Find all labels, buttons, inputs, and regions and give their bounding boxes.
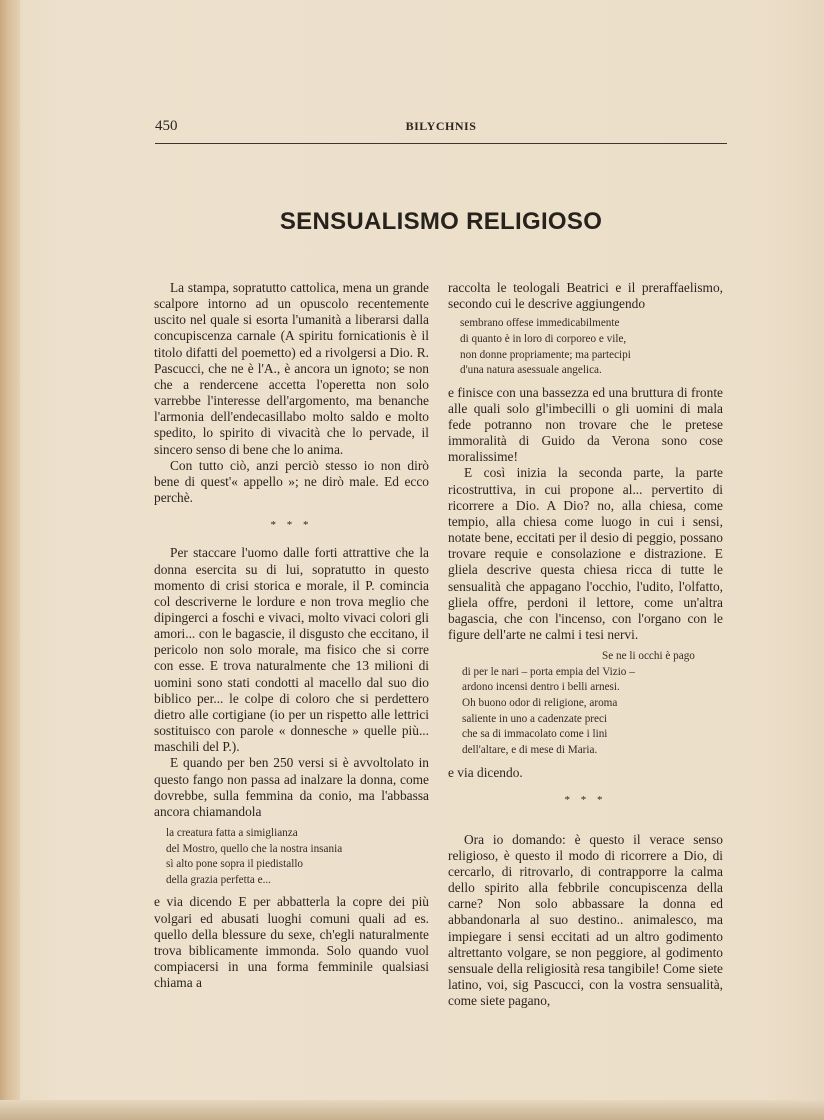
paragraph: E così inizia la seconda parte, la parte ricostruttiva, in cui propone al... pervertito di ricorrere a Dio. A Dio? no, alla chiesa, come tempio, alla chiesa come luogo in cui i sensi, notate bene, eccitati per il desio di peggio, possano trovare requie e consolazione e distrazione. E gliela descrive questa chiesa ricca di tutte le sensualità che appagano l'occhio, l'udito, l'olfatto, gliela offre, perdoni il lettore, come un'altra bagascia, che con l'incenso, con l'organo con le figure dell'arte ne calmi i tesi nervi. bbox=[448, 465, 723, 643]
running-head: BILYCHNIS bbox=[405, 119, 477, 133]
page-bottom-edge bbox=[0, 1100, 824, 1120]
verse-line: la creatura fatta a simiglianza bbox=[166, 827, 298, 839]
paragraph: Con tutto ciò, anzi perciò stesso io non dirò bene di quest'« appello »; ne dirò male. Ed ecco perchè. bbox=[154, 457, 429, 506]
verse-quote bbox=[448, 316, 723, 378]
verse-line: di quanto è in loro di corporeo e vile, bbox=[460, 332, 627, 345]
paragraph: Per staccare l'uomo dalle forti attrattive che la donna esercita su di lui, sopratutto in questo momento di crisi storica e morale, il P. comincia col descriverne le lordure e non trova meglio che dipingerci a foschi e vivaci, molto vivaci colori gli amori... con le bagascie, il disgusto che eccitano, il pericolo non solo morale, ma fisico che si corre con esse. E trova naturalmente che 13 milioni di uomini sono stati condotti al macello dal suo dio biblico per... le colpe di coloro che si perdettero dietro alle cortigiane (io per un rispetto alle lettrici sostituisco con parole « donnesche » quelle più... maschili del P.). bbox=[154, 545, 429, 755]
right-column bbox=[448, 280, 723, 1009]
verse-quote bbox=[154, 826, 429, 888]
verse-quote bbox=[448, 649, 723, 758]
verse-line: Se ne li occhi è pago bbox=[602, 650, 695, 663]
header-rule bbox=[155, 143, 727, 144]
verse-line: ardono incensi dentro i belli arnesi. bbox=[462, 681, 620, 694]
page-header bbox=[155, 118, 727, 138]
paragraph: e via dicendo E per abbatterla la copre dei più volgari ed abusati luoghi comuni quali ad es. quello della blessure du sexe, ch'egli naturalmente trova biblicamente immonda. Solo quando vuol compiacersi in una forma femminile qualsiasi chiama a bbox=[154, 894, 429, 991]
paragraph: E quando per ben 250 versi si è avvoltolato in questo fango non passa ad inalzare la donna, come dovrebbe, sulla femmina da conio, ma l'abbassa ancora chiamandola bbox=[154, 755, 429, 819]
verse-line: del Mostro, quello che la nostra insania bbox=[166, 842, 343, 855]
verse-line: dell'altare, e di mese di Maria. bbox=[462, 743, 598, 756]
paragraph: e finisce con una bassezza ed una bruttura di fronte alle quali solo gl'imbecilli o gli uomini di mala fede potranno non trovare che le pretese immoralità di Guido da Verona sono cose moralissime! bbox=[448, 384, 723, 465]
verse-line: sì alto pone sopra il piedistallo bbox=[166, 858, 304, 871]
paragraph: La stampa, sopratutto cattolica, mena un grande scalpore intorno ad un opuscolo recentemente uscito nel quale si esorta l'umanità a liberarsi dalla concupiscenza carnale (A spiritu fornicationis è il titolo difatti del poemetto) ed a rivolgersi a Dio. R. Pascucci, che ne è l'A., è ancora un ignoto; se non che a rendercene accetta l'operetta non solo varrebbe l'interesse dell'argomento, ma benanche l'armonia dell'endecasillabo molto saldo e molto spedito, lo spirito di vivacità che lo pervade, il sincero senso di bene che lo anima. bbox=[154, 280, 429, 457]
verse-line: che sa di immacolato come i lini bbox=[462, 728, 608, 741]
paragraph: e via dicendo. bbox=[448, 765, 523, 781]
verse-line: non donne propriamente; ma partecipi bbox=[460, 348, 631, 361]
verse-line: della grazia perfetta e... bbox=[166, 873, 271, 886]
section-separator: * * * bbox=[564, 793, 607, 806]
binding-edge bbox=[0, 0, 20, 1120]
verse-line: di per le nari – porta empia del Vizio – bbox=[462, 665, 635, 678]
section-separator: * * * bbox=[270, 519, 313, 532]
verse-line: Oh buono odor di religione, aroma bbox=[462, 696, 618, 709]
left-column bbox=[154, 280, 429, 991]
paragraph: Ora io domando: è questo il verace senso religioso, è questo il modo di ricorrere a Dio, di cercarlo, di ritrovarlo, di contrapporre la calma dello spirito alla febbrile concupiscenza della carne? Non solo abbassare la donna ed abbandonarla al suo destino.. animalesco, ma impiegare i sensi eccitati ad un altro godimento altrettanto volgare, se non peggiore, al godimento sensuale della religiosità resa tangibile! Come siete latino, voi, sig Pascucci, con la vostra sensualità, come siete pagano, bbox=[448, 831, 723, 1009]
verse-line: saliente in uno a cadenzate preci bbox=[462, 712, 608, 725]
verse-line: d'una natura asessuale angelica. bbox=[460, 364, 602, 377]
verse-line: sembrano offese immedicabilmente bbox=[460, 317, 620, 330]
paragraph: raccolta le teologali Beatrici e il preraffaelismo, secondo cui le descrive aggiungendo bbox=[448, 280, 723, 312]
article-title: SENSUALISMO RELIGIOSO bbox=[279, 208, 603, 235]
page-number: 450 bbox=[155, 118, 178, 134]
